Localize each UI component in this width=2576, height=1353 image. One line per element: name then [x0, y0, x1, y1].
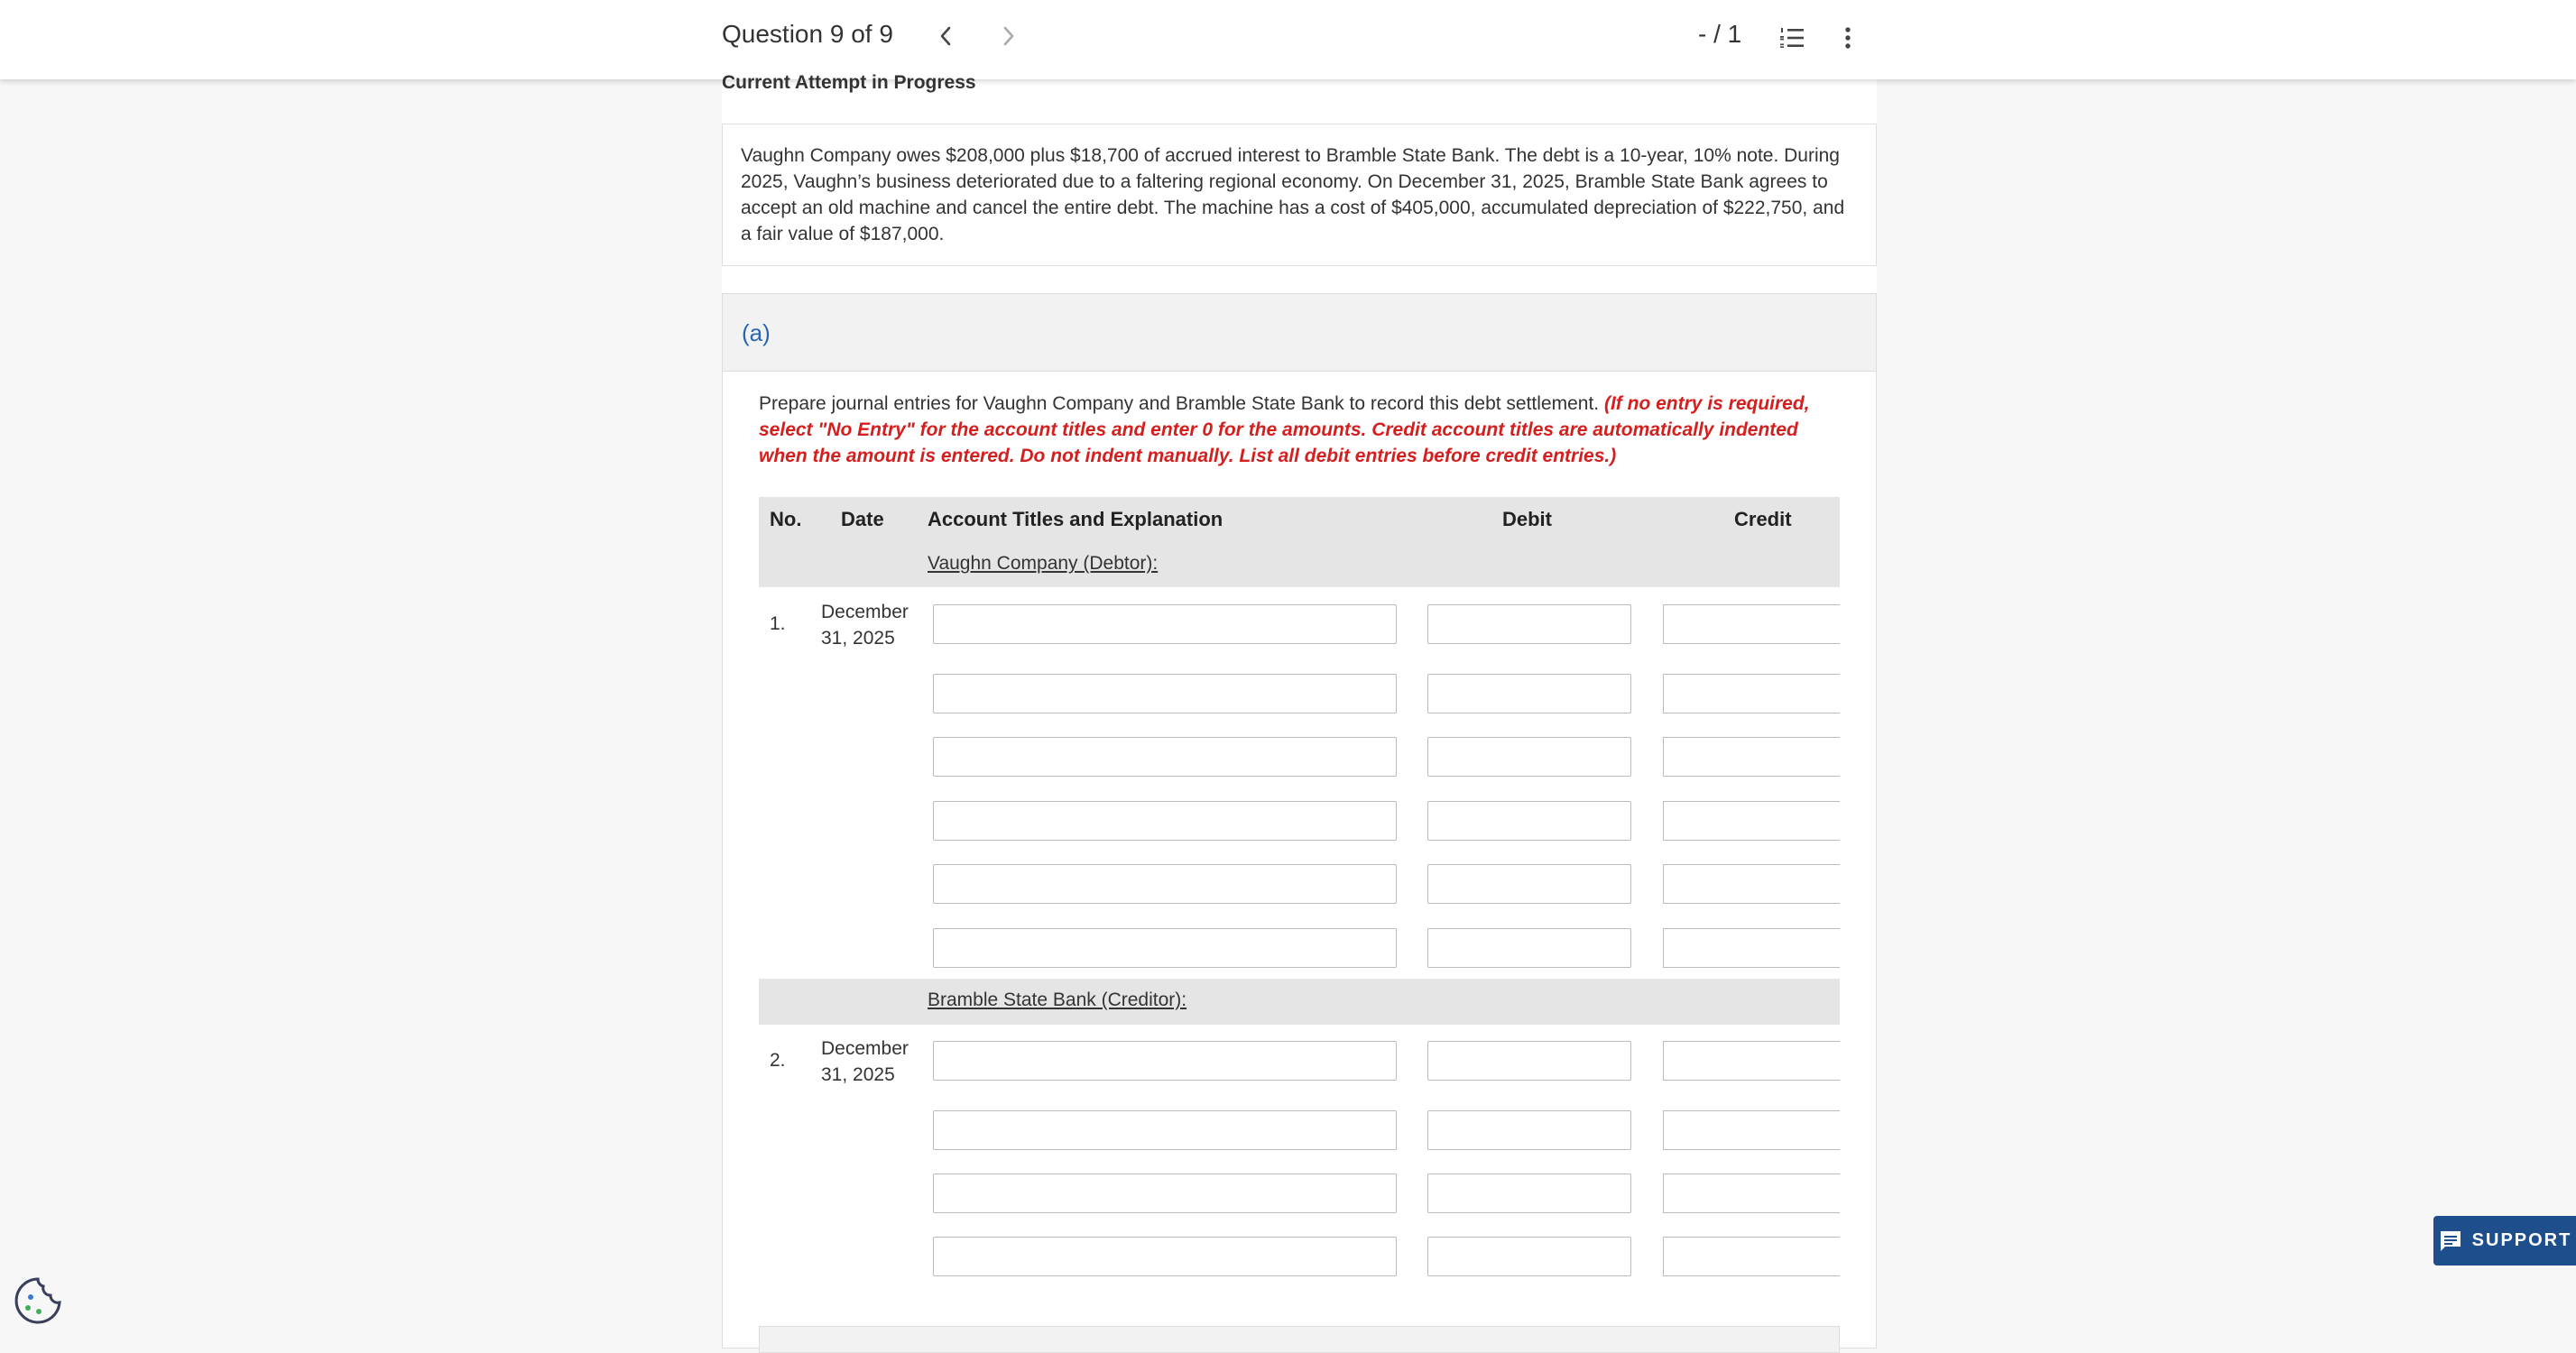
cookie-icon — [11, 1274, 65, 1328]
chat-icon — [2438, 1229, 2463, 1254]
previous-question-button[interactable] — [926, 16, 965, 56]
instruction-text: Prepare journal entries for Vaughn Company and Bramble State Bank to record this debt settlement. — [759, 393, 1600, 414]
next-question-button[interactable] — [989, 16, 1029, 56]
chevron-right-icon — [1001, 24, 1017, 48]
part-instructions — [759, 391, 1842, 469]
account-title-input[interactable] — [933, 801, 1397, 841]
instruction-note: (If no entry is required, select "No Entry" for the account titles and enter 0 for the amounts. Credit account titles are automatically indented when the amount is entered. Do not indent manually. List all debit entries before credit entries.) — [759, 393, 1810, 466]
top-bar — [0, 0, 2576, 79]
credit-input[interactable] — [1663, 737, 1840, 777]
credit-input[interactable] — [1663, 928, 1840, 968]
debit-input[interactable] — [1427, 928, 1631, 968]
column-debit: Debit — [1502, 508, 1552, 530]
account-title-input[interactable] — [933, 674, 1397, 713]
table-footer-band — [759, 1326, 1840, 1353]
account-title-input[interactable] — [933, 1237, 1397, 1276]
score-display: - / 1 — [1698, 20, 1742, 48]
debit-input[interactable] — [1427, 864, 1631, 904]
debit-input[interactable] — [1427, 1041, 1631, 1081]
credit-input[interactable] — [1663, 864, 1840, 904]
question-list-button[interactable] — [1772, 18, 1812, 58]
problem-statement: Vaughn Company owes $208,000 plus $18,700 of accrued interest to Bramble State Bank. The debt is a 10-year, 10% note. During 2025, Vaughn’s business deteriorated due to a faltering regional economy. On December 31, 2025, Bramble State Bank agrees to accept an old machine and cancel the entire debt. The machine has a cost of $405,000, accumulated depreciation of $222,750, and a fair value of $187,000. — [722, 124, 1877, 266]
creditor-heading: Bramble State Bank (Creditor): — [928, 989, 1187, 1010]
more-options-button[interactable] — [1828, 18, 1868, 58]
debit-input[interactable] — [1427, 801, 1631, 841]
credit-input[interactable] — [1663, 674, 1840, 713]
account-title-input[interactable] — [933, 604, 1397, 644]
entry-date: December 31, 2025 — [821, 1038, 909, 1085]
account-title-input[interactable] — [933, 1041, 1397, 1081]
part-a-panel — [722, 293, 1877, 1348]
part-label: (a) — [723, 294, 1876, 372]
debit-input[interactable] — [1427, 1237, 1631, 1276]
column-credit: Credit — [1734, 508, 1792, 530]
attempt-status: Current Attempt in Progress — [722, 72, 976, 93]
debit-input[interactable] — [1427, 674, 1631, 713]
debtor-heading: Vaughn Company (Debtor): — [928, 553, 1159, 574]
debit-input[interactable] — [1427, 604, 1631, 644]
account-title-input[interactable] — [933, 864, 1397, 904]
support-label: SUPPORT — [2471, 1230, 2572, 1250]
credit-input[interactable] — [1663, 1041, 1840, 1081]
journal-table-header — [759, 497, 1840, 587]
creditor-section-header — [759, 979, 1840, 1025]
entry-number: 1. — [770, 613, 786, 634]
column-no: No. — [770, 508, 802, 530]
cookie-settings-button[interactable] — [11, 1274, 65, 1328]
entry-date: December 31, 2025 — [821, 602, 909, 649]
question-title: Question 9 of 9 — [722, 20, 893, 48]
numbered-list-icon — [1778, 26, 1805, 50]
support-button[interactable] — [2433, 1216, 2576, 1266]
credit-input[interactable] — [1663, 604, 1840, 644]
more-vertical-icon — [1844, 26, 1851, 50]
account-title-input[interactable] — [933, 737, 1397, 777]
column-date: Date — [841, 508, 884, 530]
account-title-input[interactable] — [933, 1174, 1397, 1213]
credit-input[interactable] — [1663, 1110, 1840, 1150]
debit-input[interactable] — [1427, 1110, 1631, 1150]
credit-input[interactable] — [1663, 1174, 1840, 1213]
chevron-left-icon — [937, 24, 954, 48]
credit-input[interactable] — [1663, 1237, 1840, 1276]
column-account: Account Titles and Explanation — [928, 508, 1223, 530]
debit-input[interactable] — [1427, 737, 1631, 777]
account-title-input[interactable] — [933, 928, 1397, 968]
credit-input[interactable] — [1663, 801, 1840, 841]
entry-number: 2. — [770, 1050, 786, 1071]
account-title-input[interactable] — [933, 1110, 1397, 1150]
debit-input[interactable] — [1427, 1174, 1631, 1213]
